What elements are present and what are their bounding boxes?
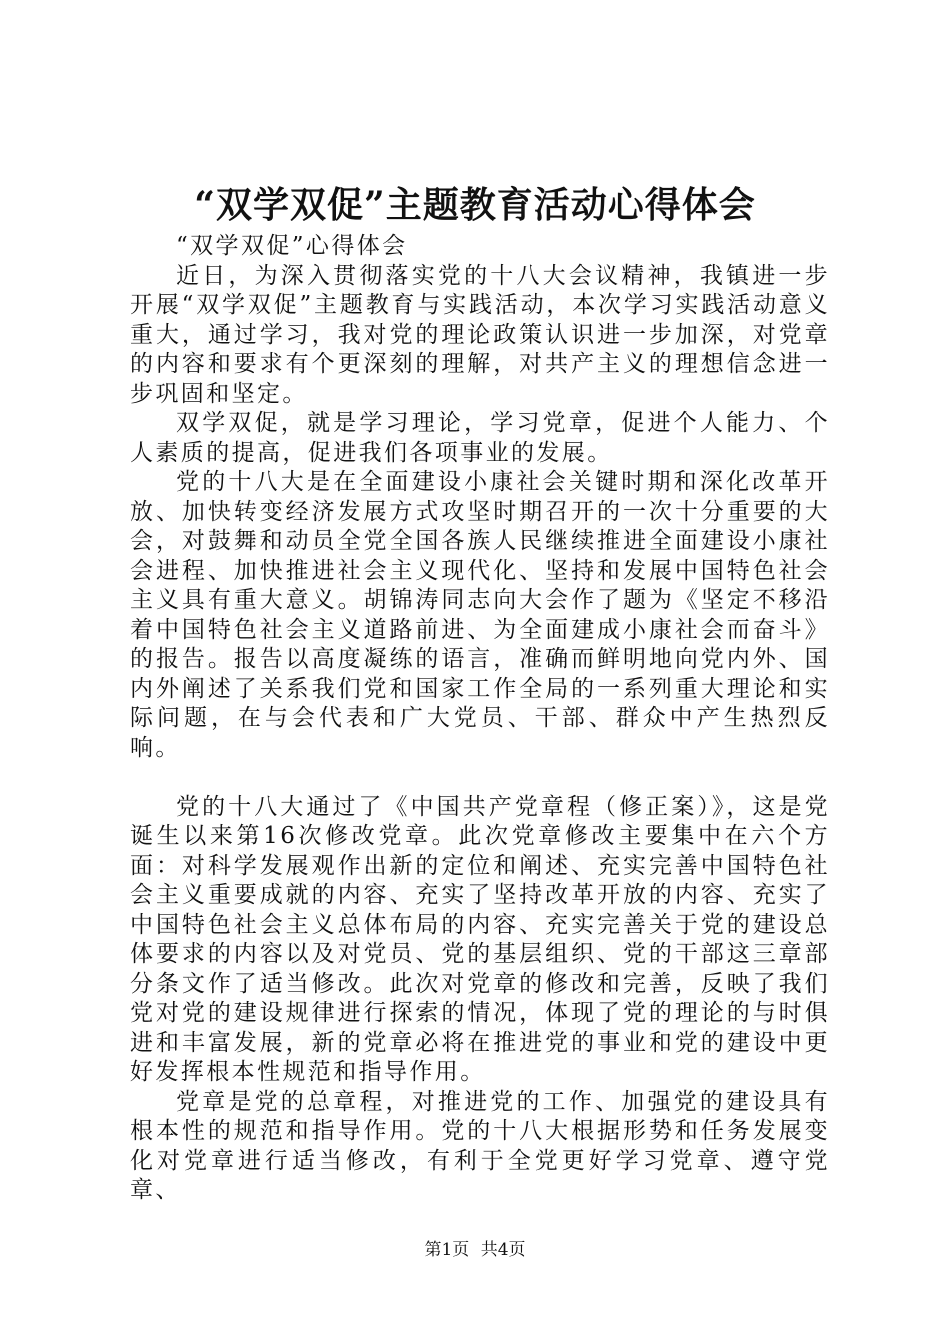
subtitle-paragraph: “双学双促”心得体会 — [176, 233, 408, 259]
page-footer — [0, 1238, 950, 1262]
body-paragraph-3: 党的十八大是在全面建设小康社会关键时期和深化改革开放、加快转变经济发展方式攻坚时期召开的一次十分重要的大会，对鼓舞和动员全党全国各族人民继续推进全面建设小康社会进程、加快推进社会主义现代化、坚持和发展中国特色社会主义具有重大意义。胡锦涛同志向大会作了题为《坚定不移沿着中国特色社会主义道路前进、为全面建成小康社会而奋斗》的报告。报告以高度凝练的语言，准确而鲜明地向党内外、国内外阐述了关系我们党和国家工作全局的一系列重大理论和实际问题，在与会代表和广大党员、干部、群众中产生热烈反响。 — [130, 469, 830, 761]
page-total: 共4页 — [480, 1240, 526, 1260]
body-paragraph-2: 双学双促，就是学习理论，学习党章，促进个人能力、个人素质的提高，促进我们各项事业的发展。 — [130, 410, 830, 466]
body-paragraph-5: 党章是党的总章程，对推进党的工作、加强党的建设具有根本性的规范和指导作用。党的十八大根据形势和任务发展变化对党章进行适当修改，有利于全党更好学习党章、遵守党章、 — [130, 1088, 830, 1203]
document-body — [130, 232, 830, 1206]
body-paragraph-1: 近日，为深入贯彻落实党的十八大会议精神，我镇进一步开展“双学双促”主题教育与实践活动，本次学习实践活动意义重大，通过学习，我对党的理论政策认识进一步加深，对党章的内容和要求有个更深刻的理解，对共产主义的理想信念进一步巩固和坚定。 — [130, 262, 830, 407]
body-paragraph-4: 党的十八大通过了《中国共产党章程（修正案）》，这是党诞生以来第16次修改党章。此次党章修改主要集中在六个方面：对科学发展观作出新的定位和阐述、充实完善中国特色社会主义重要成就的内容、充实了坚持改革开放的内容、充实了中国特色社会主义总体布局的内容、充实完善关于党的建设总体要求的内容以及对党员、党的基层组织、党的干部这三章部分条文作了适当修改。此次对党章的修改和完善，反映了我们党对党的建设规律进行探索的情况，体现了党的理论的与时俱进和丰富发展，新的党章必将在推进党的事业和党的建设中更好发挥根本性规范和指导作用。 — [130, 793, 830, 1085]
page-number: 第1页 — [424, 1240, 470, 1260]
document-title: “双学双促”主题教育活动心得体会 — [194, 184, 756, 226]
